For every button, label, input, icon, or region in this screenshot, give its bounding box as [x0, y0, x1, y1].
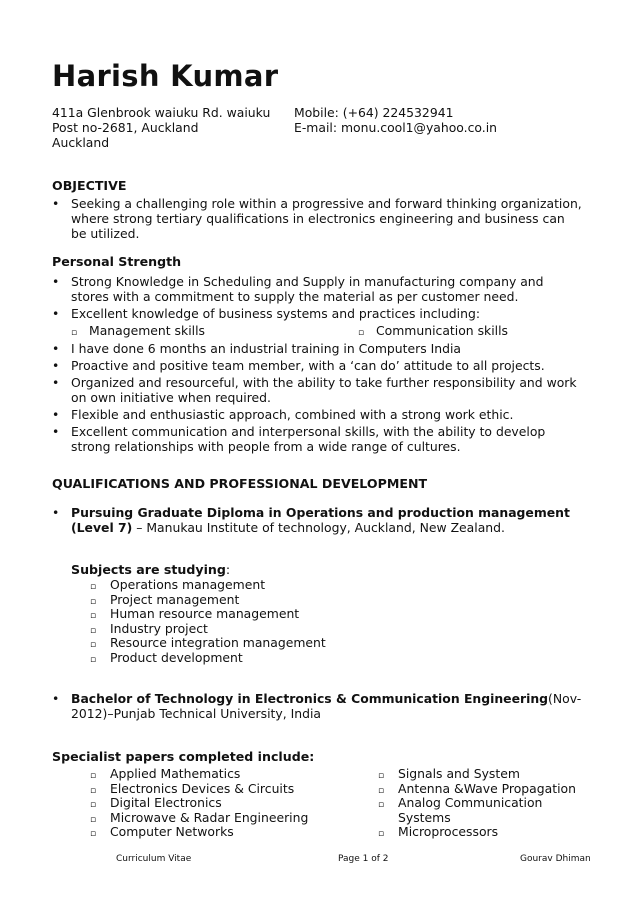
- bachelor-institution: (Nov-2012)–Punjab Technical University, India: [71, 691, 582, 721]
- square-bullet-icon: ▫: [90, 654, 97, 665]
- footer-right: Gourav Dhiman: [520, 854, 591, 864]
- square-bullet-icon: ▫: [90, 785, 97, 796]
- subject-item: ▫ Operations management: [90, 577, 326, 592]
- specialist-heading: Specialist papers completed include:: [52, 749, 315, 764]
- sub-item-management: ▫ Management skills: [71, 323, 205, 341]
- footer-page-number: Page 1 of 2: [338, 854, 389, 864]
- address-line-2: Post no-2681, Auckland: [52, 120, 199, 135]
- strength-item: • Proactive and positive team member, with a ‘can do’ attitude to all projects.: [52, 358, 582, 373]
- paper-item: ▫ Antenna &Wave Propagation: [378, 781, 576, 796]
- email-address: E-mail: monu.cool1@yahoo.co.in: [294, 120, 498, 135]
- footer-left: Curriculum Vitae: [116, 854, 192, 864]
- square-bullet-icon: ▫: [90, 814, 97, 825]
- sub-item-communication: ▫ Communication skills: [358, 323, 508, 341]
- bullet-icon: •: [52, 691, 60, 706]
- address-line-1: 411a Glenbrook waiuku Rd. waiuku: [52, 105, 271, 120]
- paper-item: ▫ Microprocessors: [378, 824, 576, 839]
- square-bullet-icon: ▫: [378, 771, 385, 781]
- square-bullet-icon: ▫: [358, 328, 365, 338]
- square-bullet-icon: ▫: [378, 800, 385, 811]
- paper-item: ▫ Electronics Devices & Circuits: [90, 781, 308, 796]
- objective-heading: OBJECTIVE: [52, 178, 127, 193]
- square-bullet-icon: ▫: [90, 611, 97, 622]
- strength-item: • Excellent knowledge of business systems and practices including:: [52, 306, 582, 321]
- diploma-title: Pursuing Graduate Diploma in Operations and production management (Level 7): [71, 505, 570, 535]
- paper-item-continued: Systems: [398, 809, 451, 825]
- subject-item: ▫ Industry project: [90, 621, 326, 636]
- square-bullet-icon: ▫: [90, 771, 97, 781]
- objective-list: [52, 196, 582, 243]
- objective-text: • Seeking a challenging role within a progressive and forward thinking organization, where strong tertiary qualifications in electronics engineering and business can be utilized.: [52, 196, 582, 241]
- square-bullet-icon: ▫: [90, 582, 97, 592]
- strength-heading: Personal Strength: [52, 254, 182, 269]
- paper-item: ▫ Applied Mathematics: [90, 766, 308, 781]
- square-bullet-icon: ▫: [90, 800, 97, 811]
- subject-item: ▫ Resource integration management: [90, 635, 326, 650]
- strength-item: • Flexible and enthusiastic approach, combined with a strong work ethic.: [52, 407, 582, 422]
- address-block: [52, 105, 292, 150]
- address-line-3: Auckland: [52, 135, 110, 150]
- subjects-heading: Subjects are studying:: [71, 562, 231, 577]
- square-bullet-icon: ▫: [90, 625, 97, 636]
- mobile-number: Mobile: (+64) 224532941: [294, 105, 454, 120]
- strength-item: • I have done 6 months an industrial training in Computers India: [52, 341, 582, 356]
- paper-item: ▫ Digital Electronics: [90, 795, 308, 810]
- strength-item: • Organized and resourceful, with the ability to take further responsibility and work on own initiative when required.: [52, 375, 582, 405]
- square-bullet-icon: ▫: [90, 596, 97, 607]
- strength-item: • Excellent communication and interpersonal skills, with the ability to develop strong relationships with people from a wide range of cultures.: [52, 424, 582, 454]
- subject-item: ▫ Human resource management: [90, 606, 326, 621]
- bachelor-entry: [52, 691, 582, 721]
- diploma-institution: – Manukau Institute of technology, Auckland, New Zealand.: [132, 520, 505, 535]
- subject-item: ▫ Product development: [90, 650, 326, 665]
- square-bullet-icon: ▫: [71, 328, 78, 338]
- candidate-name: Harish Kumar: [52, 59, 279, 93]
- specialist-right-list: [378, 766, 576, 839]
- square-bullet-icon: ▫: [90, 640, 97, 651]
- bachelor-title: Bachelor of Technology in Electronics & Communication Engineering: [71, 691, 549, 706]
- diploma-entry: [52, 505, 582, 535]
- bullet-icon: •: [52, 505, 60, 520]
- strength-item: • Strong Knowledge in Scheduling and Supply in manufacturing company and stores with a commitment to supply the material as per customer need.: [52, 274, 582, 304]
- paper-item: ▫ Analog Communication: [378, 795, 576, 810]
- square-bullet-icon: ▫: [378, 785, 385, 796]
- square-bullet-icon: ▫: [90, 829, 97, 840]
- qualifications-heading: QUALIFICATIONS AND PROFESSIONAL DEVELOPMENT: [52, 476, 428, 491]
- paper-item: ▫ Microwave & Radar Engineering: [90, 810, 308, 825]
- subject-item: ▫ Project management: [90, 592, 326, 607]
- strength-list: [52, 274, 582, 456]
- specialist-left-list: [90, 766, 308, 839]
- paper-item: ▫ Computer Networks: [90, 824, 308, 839]
- paper-item: ▫ Signals and System: [378, 766, 576, 781]
- square-bullet-icon: ▫: [378, 829, 385, 840]
- skills-sub-row: [52, 323, 582, 339]
- subjects-list: [90, 577, 326, 665]
- contact-block: [294, 105, 594, 135]
